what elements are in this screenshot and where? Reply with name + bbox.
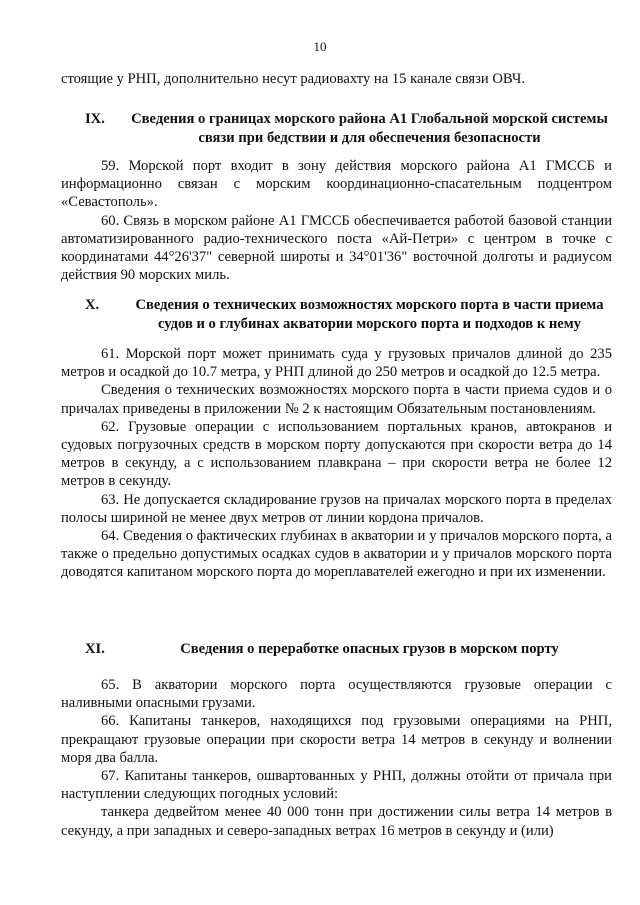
paragraph-63: 63. Не допускается складирование грузов на причалах морского порта в пределах полосы шириной не менее двух метров от линии кордона причалов. <box>61 491 612 526</box>
section-title: Сведения о переработке опасных грузов в морском порту <box>180 641 559 657</box>
paragraph-64: 64. Сведения о фактических глубинах в акватории и у причалов морского порта, а также о предельно допустимых осадках судов в акватории и у причалов морского порта доводятся капитаном морского порта до мореплавателей ежегодно и при их изменении. <box>61 528 612 581</box>
section-heading-x <box>61 296 612 333</box>
section-title: Сведения о технических возможностях морского порта в части приема судов и о глубинах акватории морского порта и подходов к нему <box>135 297 604 332</box>
paragraph-59: 59. Морской порт входит в зону действия морского района А1 ГМССБ и информационно связан с морским координационно-спасательным подцентром «Севастополь». <box>61 158 612 211</box>
paragraph-65: 65. В акватории морского порта осуществляются грузовые операции с наливными опасными грузами. <box>61 677 612 712</box>
section-number: IX. <box>85 111 105 127</box>
section-x-body <box>61 345 612 582</box>
section-number: X. <box>85 297 100 313</box>
section-number: XI. <box>85 641 105 657</box>
section-heading-xi <box>61 640 612 659</box>
paragraph-67: 67. Капитаны танкеров, ошвартованных у РНП, должны отойти от причала при наступлении следующих погодных условий: <box>61 768 612 803</box>
paragraph-67-condition: танкера дедвейтом менее 40 000 тонн при достижении силы ветра 14 метров в секунду, а при западных и северо-западных ветрах 16 метров в секунду и (или) <box>61 804 612 839</box>
page-number: 10 <box>313 39 327 54</box>
paragraph-61: 61. Морской порт может принимать суда у грузовых причалов длиной до 235 метров и осадкой до 10.7 метра, у РНП длиной до 250 метров и осадкой до 12.5 метра. <box>61 346 612 381</box>
paragraph-61-note: Сведения о технических возможностях морского порта в части приема судов и о причалах приведены в приложении № 2 к настоящим Обязательным постановлениям. <box>61 382 612 417</box>
continuation-text <box>61 70 612 88</box>
section-ix-body <box>61 157 612 284</box>
paragraph: стоящие у РНП, дополнительно несут радиовахту на 15 канале связи ОВЧ. <box>61 71 526 87</box>
paragraph-62: 62. Грузовые операции с использованием портальных кранов, автокранов и судовых погрузочных средств в морском порту допускаются при скорости ветра до 14 метров в секунду, а с использованием плавкрана – при скорости ветра не более 12 метров в секунду. <box>61 418 612 490</box>
paragraph-60: 60. Связь в морском районе А1 ГМССБ обеспечивается работой базовой станции автоматизированного радио-технического поста «Ай-Петри» с центром в точке с координатами 44°26'37" северной широты и 34°01'36" восточной долготы и радиусом действия 90 морских миль. <box>61 212 612 284</box>
paragraph-66: 66. Капитаны танкеров, находящихся под грузовыми операциями на РНП, прекращают грузовые операции при скорости ветра 14 метров в секунду и волнении моря два балла. <box>61 713 612 766</box>
section-xi-body <box>61 676 612 840</box>
section-heading-ix <box>61 110 612 147</box>
section-title: Сведения о границах морского района А1 Глобальной морской системы связи при бедствии и для обеспечения безопасности <box>131 111 608 146</box>
